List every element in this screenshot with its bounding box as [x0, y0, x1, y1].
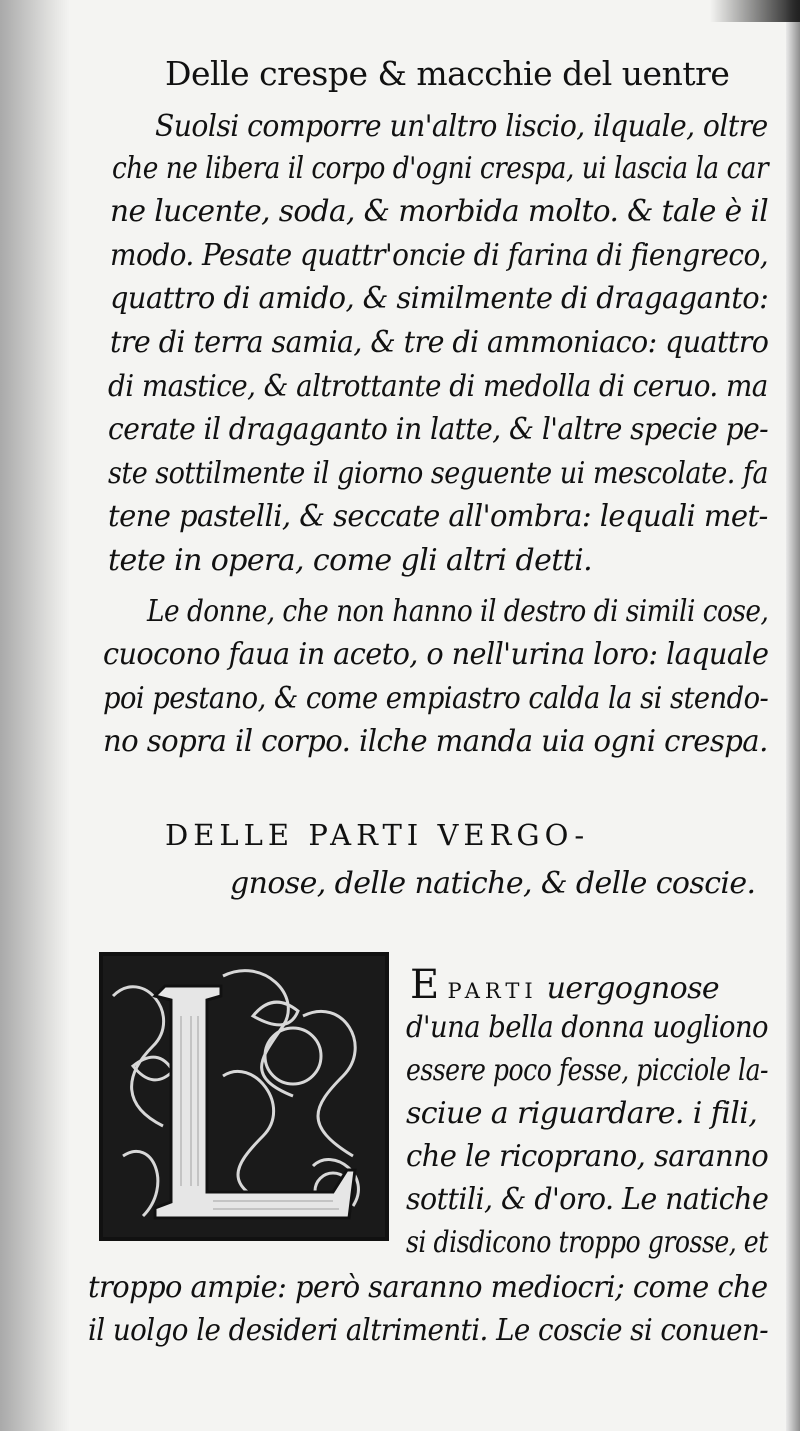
text-line: ste sottilmente il giorno seguente ui mescolate. fa: [108, 456, 769, 491]
text-line: che ne libera il corpo d'ogni crespa, ui lascia la car: [112, 151, 769, 186]
text-line: sottili, & d'oro. Le natiche: [406, 1182, 769, 1217]
text-line: cuocono faua in aceto, o nell'urina loro: laquale: [103, 637, 769, 672]
text-line: tre di terra samia, & tre di ammoniaco: quattro: [110, 325, 769, 360]
text-line: tene pastelli, & seccate all'ombra: lequali met-: [108, 499, 768, 534]
text-line: ne lucente, soda, & morbida molto. & tale è il: [110, 194, 769, 229]
running-title: Delle crespe & macchie del uentre: [165, 54, 730, 93]
text-line: di mastice, & altrottante di medolla di ceruo. ma: [108, 369, 768, 404]
text-line: il uolgo le desideri altrimenti. Le coscie si conuen-: [88, 1313, 769, 1348]
ornament-illustration: [103, 956, 385, 1237]
text-line: modo. Pesate quattr'oncie di farina di fiengreco,: [110, 238, 769, 273]
text-line: d'una bella donna uogliono: [406, 1010, 769, 1045]
section-heading: DELLE PARTI VERGO-: [165, 818, 590, 852]
text-line: tete in opera, come gli altri detti.: [108, 543, 593, 578]
text-line: essere poco fesse, picciole la-: [406, 1053, 769, 1088]
text-line: no sopra il corpo. ilche manda uia ogni crespa.: [103, 724, 768, 759]
text-line: che le ricoprano, saranno: [406, 1139, 769, 1174]
first-line-rest: uergognose: [546, 971, 720, 1006]
first-line-caps: PARTI: [447, 979, 538, 1003]
text-line: [410, 962, 720, 1009]
first-line-initial: E: [410, 962, 439, 1008]
text-line: Suolsi comporre un'altro liscio, ilquale, oltre: [155, 109, 768, 144]
text-line: poi pestano, & come empiastro calda la si stendo-: [103, 681, 769, 716]
text-line: Le donne, che non hanno il destro di simili cose,: [147, 594, 769, 629]
section-subheading: gnose, delle natiche, & delle coscie.: [230, 866, 756, 901]
decorated-initial: [99, 952, 389, 1241]
text-line: quattro di amido, & similmente di dragaganto:: [110, 281, 769, 316]
text-line: sciue a riguardare. i fili,: [406, 1096, 758, 1131]
text-line: si disdicono troppo grosse, et: [406, 1225, 768, 1260]
text-line: troppo ampie: però saranno mediocri; come che: [88, 1270, 768, 1305]
text-line: cerate il dragaganto in latte, & l'altre specie pe-: [108, 412, 769, 447]
